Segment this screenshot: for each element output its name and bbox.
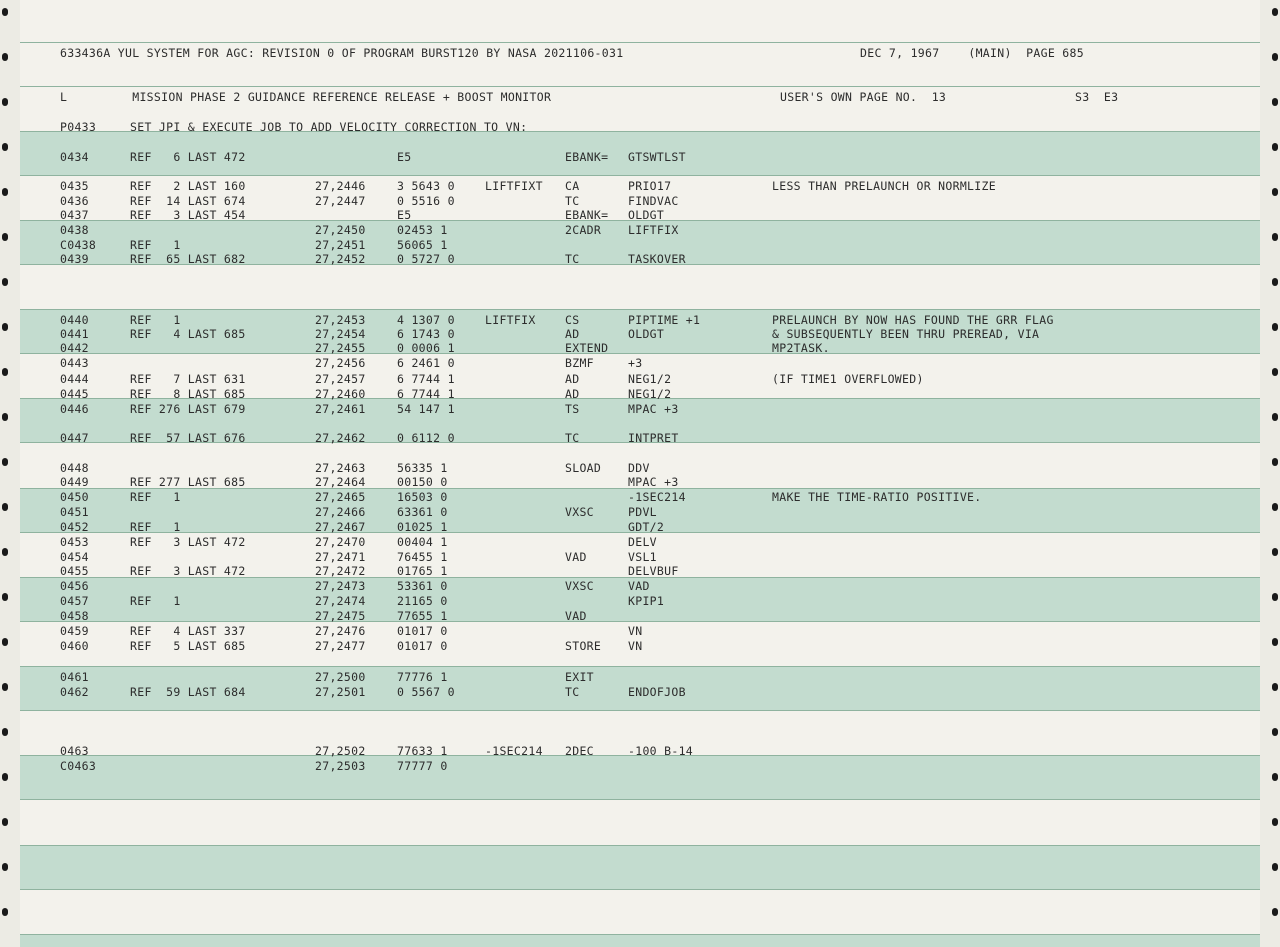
- line-op: AD: [565, 327, 580, 341]
- line-loc: 0451: [60, 505, 89, 519]
- line-code: E5: [397, 150, 412, 164]
- line-addr: 27,2455: [315, 341, 366, 355]
- line-loc: 0448: [60, 461, 89, 475]
- line-code: 3 5643 0: [397, 179, 455, 193]
- line-loc: 0438: [60, 223, 89, 237]
- line-op: EBANK=: [565, 150, 609, 164]
- feed-hole: [2, 773, 8, 781]
- header-row: [0, 46, 1280, 60]
- line-ref: REF 1: [130, 520, 181, 534]
- line-loc: 0449: [60, 475, 89, 489]
- note-text: SET JPI & EXECUTE JOB TO ADD VELOCITY CORRECTION TO VN:: [130, 120, 528, 134]
- line-op: TC: [565, 685, 580, 699]
- line-label: LIFTFIXT: [485, 179, 543, 193]
- listing-line: [0, 685, 1280, 699]
- line-ref: REF 3 LAST 472: [130, 535, 246, 549]
- line-op: AD: [565, 372, 580, 386]
- line-ref: REF 1: [130, 238, 181, 252]
- listing-line: [0, 490, 1280, 504]
- rule-line: [20, 934, 1260, 935]
- line-op: EXTEND: [565, 341, 609, 355]
- line-loc: 0459: [60, 624, 89, 638]
- line-ref: REF 4 LAST 337: [130, 624, 246, 638]
- listing-line: [0, 238, 1280, 252]
- line-arg: ENDOFJOB: [628, 685, 686, 699]
- feed-hole: [1272, 278, 1278, 286]
- line-arg: NEG1/2: [628, 372, 672, 386]
- listing-line: [0, 609, 1280, 623]
- line-op: AD: [565, 387, 580, 401]
- line-code: 6 1743 0: [397, 327, 455, 341]
- rule-line: [20, 86, 1260, 87]
- listing-line: [0, 759, 1280, 773]
- line-op: SLOAD: [565, 461, 602, 475]
- line-code: 77777 0: [397, 759, 448, 773]
- line-code: 01765 1: [397, 564, 448, 578]
- green-bar-band: [20, 934, 1260, 947]
- line-ref: REF 277 LAST 685: [130, 475, 246, 489]
- feed-hole: [2, 278, 8, 286]
- line-arg: PRIO17: [628, 179, 672, 193]
- log-section-title: L MISSION PHASE 2 GUIDANCE REFERENCE RELEASE + BOOST MONITOR: [60, 90, 552, 104]
- line-code: 00150 0: [397, 475, 448, 489]
- line-ref: REF 59 LAST 684: [130, 685, 246, 699]
- line-arg: DDV: [628, 461, 650, 475]
- line-code: 6 7744 1: [397, 372, 455, 386]
- line-ref: REF 276 LAST 679: [130, 402, 246, 416]
- line-addr: 27,2446: [315, 179, 366, 193]
- line-addr: 27,2465: [315, 490, 366, 504]
- line-addr: 27,2461: [315, 402, 366, 416]
- line-op: STORE: [565, 639, 602, 653]
- line-op: EBANK=: [565, 208, 609, 222]
- line-ref: REF 1: [130, 490, 181, 504]
- line-addr: 27,2450: [315, 223, 366, 237]
- listing-date-page: DEC 7, 1967 (MAIN) PAGE 685: [860, 46, 1084, 60]
- listing-line: [0, 402, 1280, 416]
- line-code: 6 2461 0: [397, 356, 455, 370]
- line-op: 2CADR: [565, 223, 602, 237]
- line-arg: FINDVAC: [628, 194, 679, 208]
- line-loc: 0458: [60, 609, 89, 623]
- feed-hole: [2, 8, 8, 16]
- line-loc: 0455: [60, 564, 89, 578]
- line-arg: KPIP1: [628, 594, 665, 608]
- listing-line: [0, 252, 1280, 266]
- line-code: 16503 0: [397, 490, 448, 504]
- line-comment: MP2TASK.: [772, 341, 830, 355]
- listing-line: [0, 564, 1280, 578]
- line-addr: 27,2473: [315, 579, 366, 593]
- listing-line: [0, 639, 1280, 653]
- line-loc: 0462: [60, 685, 89, 699]
- line-code: 54 147 1: [397, 402, 455, 416]
- line-addr: 27,2502: [315, 744, 366, 758]
- listing-line: [0, 461, 1280, 475]
- line-addr: 27,2447: [315, 194, 366, 208]
- line-op: TC: [565, 252, 580, 266]
- line-ref: REF 6 LAST 472: [130, 150, 246, 164]
- line-addr: 27,2456: [315, 356, 366, 370]
- line-arg: LIFTFIX: [628, 223, 679, 237]
- line-addr: 27,2462: [315, 431, 366, 445]
- line-code: 21165 0: [397, 594, 448, 608]
- feed-hole: [2, 728, 8, 736]
- subheader-row: [0, 90, 1280, 104]
- line-op: EXIT: [565, 670, 594, 684]
- listing-line: [0, 341, 1280, 355]
- line-arg: PDVL: [628, 505, 657, 519]
- line-loc: 0454: [60, 550, 89, 564]
- rule-line: [20, 309, 1260, 310]
- line-loc: 0443: [60, 356, 89, 370]
- line-op: VAD: [565, 550, 587, 564]
- line-addr: 27,2451: [315, 238, 366, 252]
- listing-line: [0, 179, 1280, 193]
- line-arg: TASKOVER: [628, 252, 686, 266]
- line-op: VXSC: [565, 505, 594, 519]
- line-addr: 27,2503: [315, 759, 366, 773]
- line-loc: 0440: [60, 313, 89, 327]
- line-arg: -1SEC214: [628, 490, 686, 504]
- line-addr: 27,2452: [315, 252, 366, 266]
- line-op: CS: [565, 313, 580, 327]
- line-arg: OLDGT: [628, 208, 665, 222]
- line-arg: GDT/2: [628, 520, 665, 534]
- rule-line: [20, 710, 1260, 711]
- feed-hole: [2, 908, 8, 916]
- feed-hole: [1272, 773, 1278, 781]
- line-addr: 27,2466: [315, 505, 366, 519]
- line-code: 53361 0: [397, 579, 448, 593]
- line-op: BZMF: [565, 356, 594, 370]
- line-loc: 0460: [60, 639, 89, 653]
- line-loc: 0456: [60, 579, 89, 593]
- line-code: E5: [397, 208, 412, 222]
- line-ref: REF 7 LAST 631: [130, 372, 246, 386]
- line-addr: 27,2475: [315, 609, 366, 623]
- listing-line: [0, 624, 1280, 638]
- line-arg: VAD: [628, 579, 650, 593]
- line-loc: 0444: [60, 372, 89, 386]
- line-comment: PRELAUNCH BY NOW HAS FOUND THE GRR FLAG: [772, 313, 1054, 327]
- line-label: LIFTFIX: [485, 313, 536, 327]
- line-code: 4 1307 0: [397, 313, 455, 327]
- line-loc: C0438: [60, 238, 97, 252]
- listing-line: [0, 387, 1280, 401]
- line-op: 2DEC: [565, 744, 594, 758]
- listing-line: [0, 194, 1280, 208]
- user-page-number: USER'S OWN PAGE NO. 13: [780, 90, 947, 104]
- listing-line: [0, 313, 1280, 327]
- line-arg: PIPTIME +1: [628, 313, 701, 327]
- listing-title: 633436A YUL SYSTEM FOR AGC: REVISION 0 OF PROGRAM BURST120 BY NASA 2021106-031: [60, 46, 624, 60]
- line-arg: VSL1: [628, 550, 657, 564]
- listing-line: [0, 150, 1280, 164]
- line-arg: NEG1/2: [628, 387, 672, 401]
- feed-hole: [2, 818, 8, 826]
- line-loc: C0463: [60, 759, 97, 773]
- line-addr: 27,2457: [315, 372, 366, 386]
- line-addr: 27,2453: [315, 313, 366, 327]
- line-code: 01017 0: [397, 624, 448, 638]
- line-loc: 0439: [60, 252, 89, 266]
- listing-line: [0, 520, 1280, 534]
- line-comment: (IF TIME1 OVERFLOWED): [772, 372, 924, 386]
- note-row: [0, 120, 1280, 134]
- line-comment: & SUBSEQUENTLY BEEN THRU PREREAD, VIA: [772, 327, 1040, 341]
- listing-line: [0, 670, 1280, 684]
- line-code: 0 5516 0: [397, 194, 455, 208]
- line-ref: REF 5 LAST 685: [130, 639, 246, 653]
- line-ref: REF 1: [130, 313, 181, 327]
- feed-hole: [2, 863, 8, 871]
- line-addr: 27,2454: [315, 327, 366, 341]
- line-op: TC: [565, 431, 580, 445]
- line-ref: REF 4 LAST 685: [130, 327, 246, 341]
- listing-line: [0, 505, 1280, 519]
- line-loc: 0446: [60, 402, 89, 416]
- line-comment: LESS THAN PRELAUNCH OR NORMLIZE: [772, 179, 996, 193]
- line-ref: REF 3 LAST 454: [130, 208, 246, 222]
- line-code: 02453 1: [397, 223, 448, 237]
- line-addr: 27,2463: [315, 461, 366, 475]
- line-loc: 0434: [60, 150, 89, 164]
- line-addr: 27,2472: [315, 564, 366, 578]
- line-code: 00404 1: [397, 535, 448, 549]
- rule-line: [20, 666, 1260, 667]
- line-loc: 0436: [60, 194, 89, 208]
- listing-line: [0, 431, 1280, 445]
- rule-line: [20, 845, 1260, 846]
- line-addr: 27,2477: [315, 639, 366, 653]
- line-label: -1SEC214: [485, 744, 543, 758]
- line-ref: REF 14 LAST 674: [130, 194, 246, 208]
- line-ref: REF 65 LAST 682: [130, 252, 246, 266]
- sheet-code: S3 E3: [1075, 90, 1119, 104]
- line-addr: 27,2476: [315, 624, 366, 638]
- line-addr: 27,2467: [315, 520, 366, 534]
- line-loc: 0453: [60, 535, 89, 549]
- rule-line: [20, 175, 1260, 176]
- line-arg: -100 B-14: [628, 744, 694, 758]
- listing-line: [0, 208, 1280, 222]
- line-code: 77776 1: [397, 670, 448, 684]
- line-loc: 0445: [60, 387, 89, 401]
- line-addr: 27,2464: [315, 475, 366, 489]
- line-arg: VN: [628, 624, 643, 638]
- line-loc: 0452: [60, 520, 89, 534]
- line-ref: REF 57 LAST 676: [130, 431, 246, 445]
- line-code: 01025 1: [397, 520, 448, 534]
- listing-line: [0, 327, 1280, 341]
- line-ref: REF 2 LAST 160: [130, 179, 246, 193]
- line-arg: INTPRET: [628, 431, 679, 445]
- line-code: 56335 1: [397, 461, 448, 475]
- feed-hole: [1272, 908, 1278, 916]
- rule-line: [20, 889, 1260, 890]
- line-arg: GTSWTLST: [628, 150, 686, 164]
- line-loc: 0450: [60, 490, 89, 504]
- line-arg: DELVBUF: [628, 564, 679, 578]
- line-addr: 27,2500: [315, 670, 366, 684]
- line-loc: 0441: [60, 327, 89, 341]
- line-code: 0 6112 0: [397, 431, 455, 445]
- listing-line: [0, 223, 1280, 237]
- line-addr: 27,2501: [315, 685, 366, 699]
- line-code: 76455 1: [397, 550, 448, 564]
- line-code: 56065 1: [397, 238, 448, 252]
- line-op: TS: [565, 402, 580, 416]
- listing-line: [0, 594, 1280, 608]
- listing-line: [0, 550, 1280, 564]
- listing-line: [0, 356, 1280, 370]
- feed-hole: [1272, 863, 1278, 871]
- line-ref: REF 1: [130, 594, 181, 608]
- line-addr: 27,2460: [315, 387, 366, 401]
- line-addr: 27,2470: [315, 535, 366, 549]
- line-loc: 0457: [60, 594, 89, 608]
- line-code: 01017 0: [397, 639, 448, 653]
- line-arg: MPAC +3: [628, 475, 679, 489]
- line-op: VAD: [565, 609, 587, 623]
- line-code: 0 5727 0: [397, 252, 455, 266]
- line-code: 6 7744 1: [397, 387, 455, 401]
- line-comment: MAKE THE TIME-RATIO POSITIVE.: [772, 490, 982, 504]
- line-code: 0 5567 0: [397, 685, 455, 699]
- listing-line: [0, 475, 1280, 489]
- rule-line: [20, 42, 1260, 43]
- green-bar-band: [20, 845, 1260, 889]
- line-loc: 0447: [60, 431, 89, 445]
- feed-hole: [1272, 8, 1278, 16]
- line-addr: 27,2474: [315, 594, 366, 608]
- line-loc: 0435: [60, 179, 89, 193]
- listing-line: [0, 372, 1280, 386]
- listing-line: [0, 579, 1280, 593]
- line-arg: DELV: [628, 535, 657, 549]
- line-code: 77655 1: [397, 609, 448, 623]
- rule-line: [20, 799, 1260, 800]
- line-loc: 0437: [60, 208, 89, 222]
- line-arg: VN: [628, 639, 643, 653]
- line-op: VXSC: [565, 579, 594, 593]
- listing-line: [0, 535, 1280, 549]
- feed-hole: [1272, 728, 1278, 736]
- line-ref: REF 8 LAST 685: [130, 387, 246, 401]
- line-addr: 27,2471: [315, 550, 366, 564]
- line-ref: REF 3 LAST 472: [130, 564, 246, 578]
- listing-line: [0, 744, 1280, 758]
- note-location: P0433: [60, 120, 97, 134]
- line-arg: +3: [628, 356, 643, 370]
- line-loc: 0461: [60, 670, 89, 684]
- line-arg: MPAC +3: [628, 402, 679, 416]
- line-loc: 0442: [60, 341, 89, 355]
- line-code: 0 0006 1: [397, 341, 455, 355]
- feed-hole: [1272, 818, 1278, 826]
- line-code: 63361 0: [397, 505, 448, 519]
- line-arg: OLDGT: [628, 327, 665, 341]
- line-op: CA: [565, 179, 580, 193]
- line-code: 77633 1: [397, 744, 448, 758]
- line-loc: 0463: [60, 744, 89, 758]
- line-op: TC: [565, 194, 580, 208]
